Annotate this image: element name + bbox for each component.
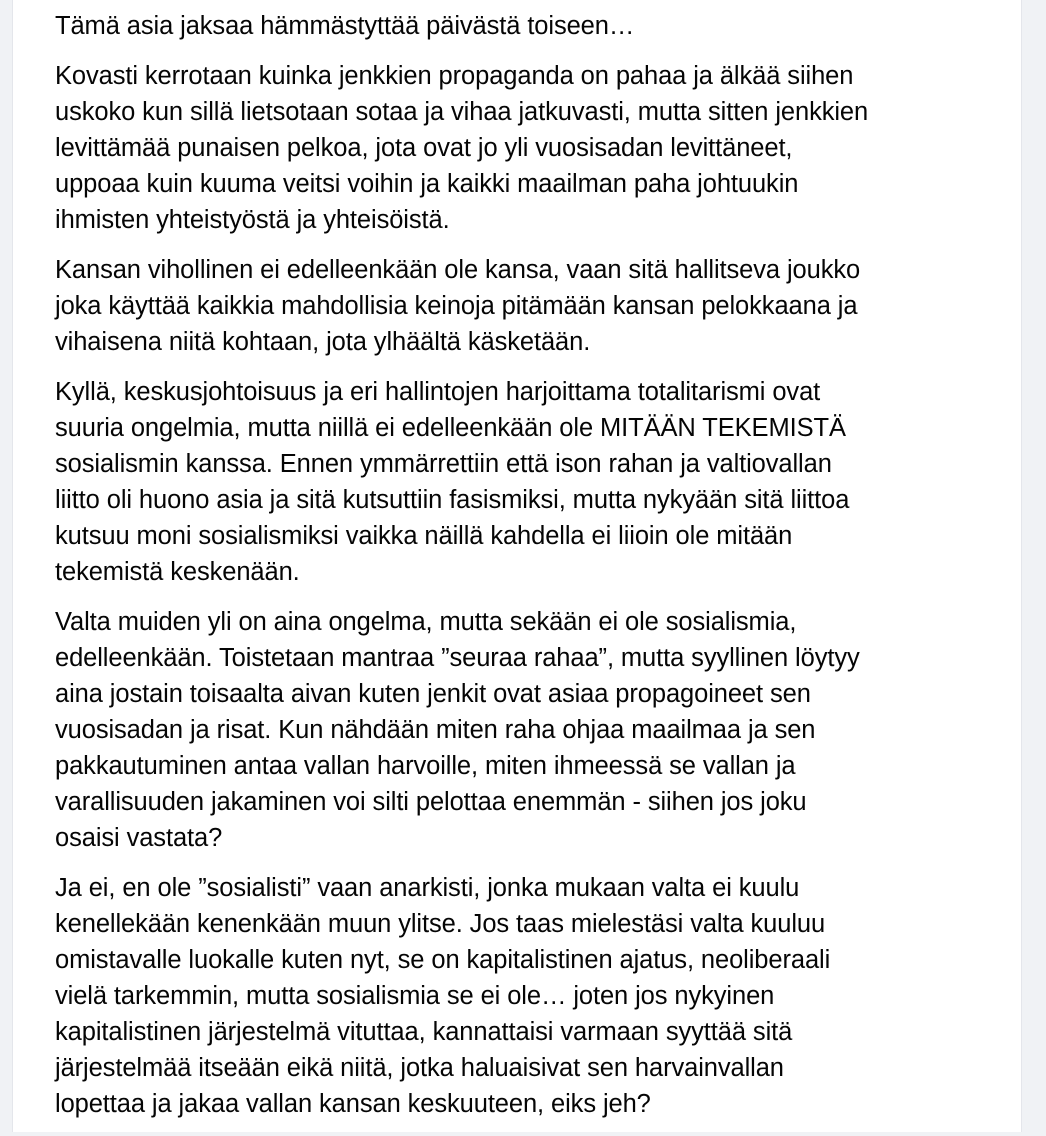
post-line: kutsuu moni sosialismiksi vaikka näillä kahdella ei liioin ole mitään	[55, 522, 793, 550]
post-line: levittämää punaisen pelkoa, jota ovat jo yli vuosisadan levittäneet,	[55, 134, 793, 162]
post-paragraph	[55, 374, 1005, 590]
post-line: vihaisena niitä kohtaan, jota ylhäältä käsketään.	[55, 328, 591, 356]
post-card	[12, 0, 1022, 1132]
post-line: Ja ei, en ole ”sosialisti” vaan anarkisti, jonka mukaan valta ei kuulu	[55, 874, 800, 902]
post-line: Kyllä, keskusjohtoisuus ja eri hallintojen harjoittama totalitarismi ovat	[55, 378, 821, 406]
post-line: pakkautuminen antaa vallan harvoille, miten ihmeessä se vallan ja	[55, 752, 796, 780]
post-paragraph	[55, 8, 1005, 44]
post-line: lopettaa ja jakaa vallan kansan keskuuteen, eiks jeh?	[55, 1090, 651, 1118]
post-line: uppoaa kuin kuuma veitsi voihin ja kaikki maailman paha johtuukin	[55, 170, 799, 198]
post-line: liitto oli huono asia ja sitä kutsuttiin fasismiksi, mutta nykyään sitä liittoa	[55, 486, 850, 514]
post-line: sosialismin kanssa. Ennen ymmärrettiin että ison rahan ja valtiovallan	[55, 450, 832, 478]
post-paragraph	[55, 58, 1005, 238]
post-line: Tämä asia jaksaa hämmästyttää päivästä toiseen…	[55, 12, 635, 40]
post-line: ihmisten yhteistyöstä ja yhteisöistä.	[55, 206, 450, 234]
post-line: vuosisadan ja risat. Kun nähdään miten raha ohjaa maailmaa ja sen	[55, 716, 816, 744]
post-line: uskoko kun sillä lietsotaan sotaa ja vihaa jatkuvasti, mutta sitten jenkkien	[55, 98, 869, 126]
post-line: kapitalistinen järjestelmä vituttaa, kannattaisi varmaan syyttää sitä	[55, 1018, 793, 1046]
post-line: Valta muiden yli on aina ongelma, mutta sekään ei ole sosialismia,	[55, 608, 797, 636]
post-line: järjestelmää itseään eikä niitä, jotka haluaisivat sen harvainvallan	[55, 1054, 784, 1082]
post-paragraph	[55, 252, 1005, 360]
post-line: Kovasti kerrotaan kuinka jenkkien propaganda on pahaa ja älkää siihen	[55, 62, 854, 90]
post-line: varallisuuden jakaminen voi silti pelottaa enemmän - siihen jos joku	[55, 788, 807, 816]
post-line: suuria ongelmia, mutta niillä ei edelleenkään ole MITÄÄN TEKEMISTÄ	[55, 414, 846, 442]
post-line: aina jostain toisaalta aivan kuten jenkit ovat asiaa propagoineet sen	[55, 680, 811, 708]
post-line: vielä tarkemmin, mutta sosialismia se ei ole… joten jos nykyinen	[55, 982, 775, 1010]
post-line: joka käyttää kaikkia mahdollisia keinoja pitämään kansan pelokkaana ja	[55, 292, 858, 320]
post-paragraph	[55, 604, 1005, 856]
post-paragraph	[55, 870, 1005, 1122]
post-line: edelleenkään. Toistetaan mantraa ”seuraa rahaa”, mutta syyllinen löytyy	[55, 644, 860, 672]
post-body	[55, 8, 1005, 1136]
post-line: Kansan vihollinen ei edelleenkään ole kansa, vaan sitä hallitseva joukko	[55, 256, 861, 284]
post-line: omistavalle luokalle kuten nyt, se on kapitalistinen ajatus, neoliberaali	[55, 946, 831, 974]
post-line: osaisi vastata?	[55, 824, 223, 852]
post-line: tekemistä keskenään.	[55, 558, 300, 586]
post-line: kenellekään kenenkään muun ylitse. Jos taas mielestäsi valta kuuluu	[55, 910, 826, 938]
